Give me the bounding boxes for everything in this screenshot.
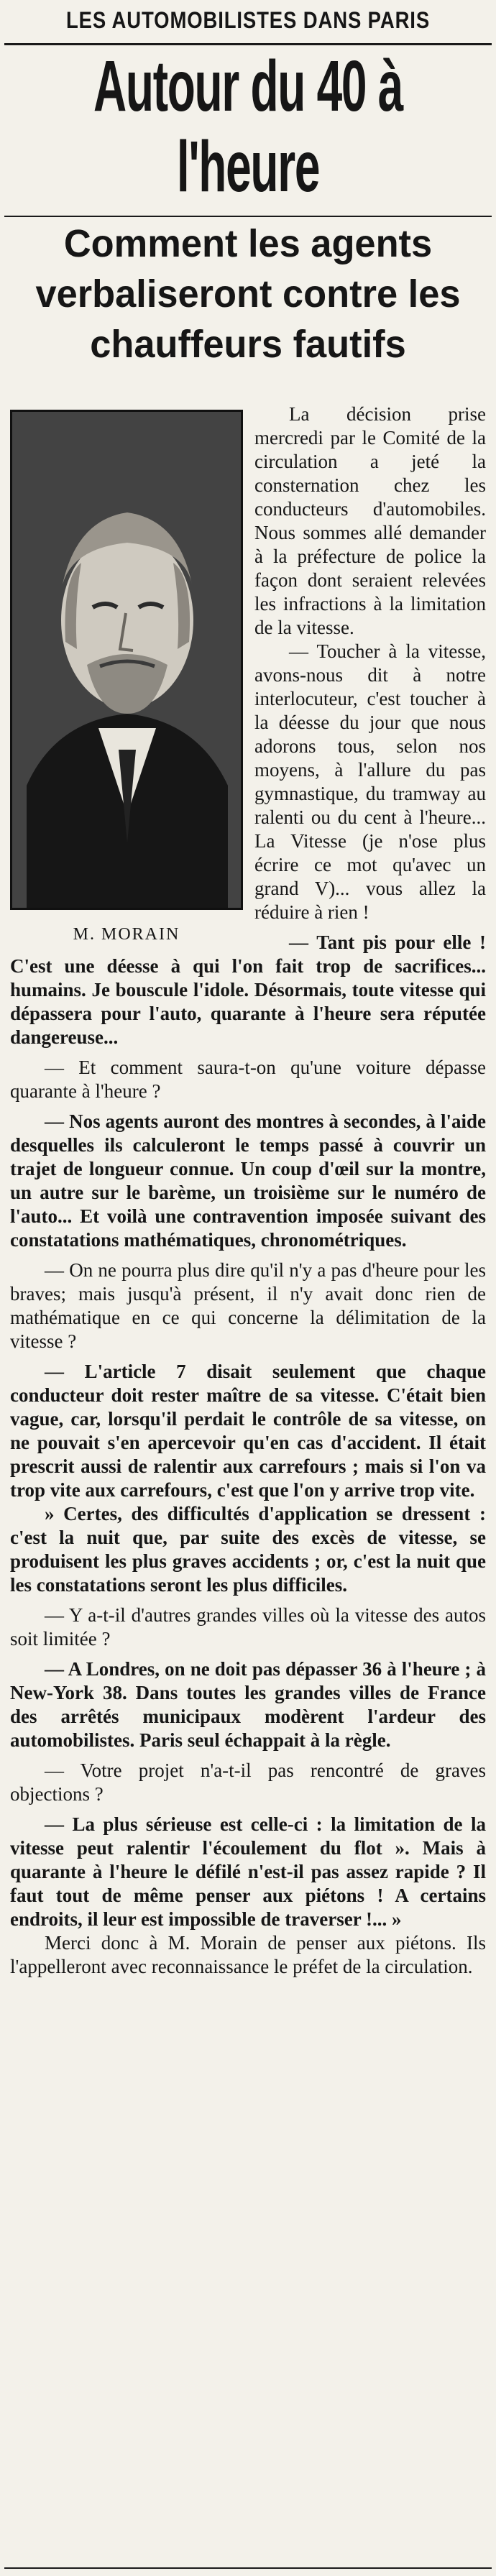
paragraph-2: — Toucher à la vitesse, avons-nous dit à notre interlocuteur, c'est toucher à la déesse du jour que nous adorons tous, selon nos moyens, à l'allure du pas gymnastique, du tramway au ralenti ou du cent à l'heure... La Vitesse (je n'ose plus écrire ce mot qu'avec un grand V)... vous allez la réduire à rien ! bbox=[254, 640, 486, 923]
article-body bbox=[10, 402, 486, 1979]
divider-headline bbox=[4, 216, 492, 217]
paragraph-3: — Tant pis pour elle ! C'est une déesse à qui l'on fait trop de sacrifices... humains. Je bouscule l'idole. Désormais, toute vitesse qui dépassera pour l'auto, quarante à l'heure sera réputée dangereuse... bbox=[10, 932, 486, 1048]
portrait-figure bbox=[10, 402, 243, 949]
paragraph-11: — Votre projet n'a-t-il pas rencontré de graves objections ? bbox=[10, 1760, 486, 1805]
paragraph-1: La décision prise mercredi par le Comité de la circulation a jeté la consternation chez les conducteurs d'automobiles. Nous sommes allé demander à la préfecture de police la façon dont seraient relevées les infractions à la limitation de la vitesse. bbox=[254, 403, 486, 638]
portrait-photo bbox=[10, 410, 243, 910]
paragraph-5: — Nos agents auront des montres à secondes, à l'aide desquelles ils calculeront le temps passé à couvrir un trajet de longueur connue. Un coup d'œil sur la montre, un autre sur le barème, un troisième sur le numéro de l'auto... Et voilà une contravention imposée suivant des constatations mathématiques, chronométriques. bbox=[10, 1110, 486, 1251]
article-headline: Autour du 40 à l'heure bbox=[93, 46, 403, 207]
paragraph-7: — L'article 7 disait seulement que chaque conducteur doit rester maître de sa vitesse. C'était bien vague, car, lorsqu'il perdait le contrôle de sa vitesse, on ne pouvait s'en apercevoir qu'en cas d'accident. Il était prescrit aussi de ralentir aux carrefours ; mais si l'on va trop vite aux carrefours, c'est que l'on y arrive trop vite. bbox=[10, 1361, 486, 1501]
paragraph-10: — A Londres, on ne doit pas dépasser 36 à l'heure ; à New-York 38. Dans toutes les grandes villes de France des arrêtés municipaux modèrent l'ardeur des automobilistes. Paris seul échappait à la règle. bbox=[10, 1658, 486, 1751]
article-kicker: LES AUTOMOBILISTES DANS PARIS bbox=[65, 7, 431, 33]
paragraph-4: — Et comment saura-t-on qu'une voiture dépasse quarante à l'heure ? bbox=[10, 1057, 486, 1102]
paragraph-6: — On ne pourra plus dire qu'il n'y a pas d'heure pour les braves; mais jusqu'à présent, il n'y avait donc rien de mathématique en ce qui concerne la délimitation de la vitesse ? bbox=[10, 1259, 486, 1352]
paragraph-13: Merci donc à M. Morain de penser aux piétons. Ils l'appelleront avec reconnaissance le préfet de la circulation. bbox=[10, 1932, 486, 1977]
photo-caption: M. MORAIN bbox=[73, 925, 180, 944]
paragraph-8: » Certes, des difficultés d'application se dressent : c'est la nuit que, par suite des excès de vitesse, se produisent les plus graves accidents ; or, c'est la nuit que les constatations seront les plus difficiles. bbox=[10, 1503, 486, 1596]
divider-top bbox=[4, 43, 492, 45]
portrait-illustration bbox=[12, 412, 241, 908]
paragraph-9: — Y a-t-il d'autres grandes villes où la vitesse des autos soit limitée ? bbox=[10, 1604, 486, 1650]
paragraph-12: — La plus sérieuse est celle-ci : la limitation de la vitesse peut ralentir l'écoulement du flot ». Mais à quarante à l'heure le défilé n'est-il pas assez rapide ? Il faut tout de même penser aux piétons ! A certains endroits, il leur est impossible de traverser !... » bbox=[10, 1813, 486, 1930]
divider-bottom bbox=[4, 2567, 492, 2569]
article-deck: Comment les agents verbaliseront contre les chauffeurs fautifs bbox=[35, 222, 461, 366]
